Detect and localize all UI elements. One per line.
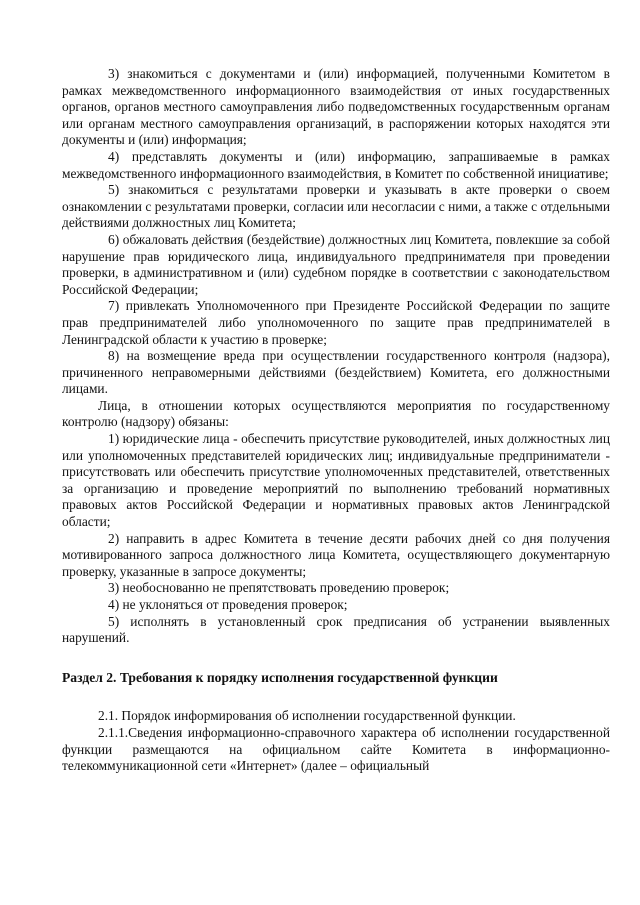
paragraph-item-6: 6) обжаловать действия (бездействие) должностных лиц Комитета, повлекшие за собой нарушение прав юридического лица, индивидуального предпринимателя при проведении проверки, в административном и (или) судебном порядке в соответствии с законодательством Российской Федерации;: [62, 231, 610, 297]
paragraph-duty-4: 4) не уклоняться от проведения проверок;: [108, 597, 348, 612]
rights-and-duties-list: [62, 66, 610, 647]
paragraph-clause-2-1-1: 2.1.1.Сведения информационно-справочного характера об исполнении государственной функции размещаются на официальном сайте Комитета в информационно-телекоммуникационной сети «Интернет» (далее – официальный: [62, 724, 610, 774]
paragraph-item-7: 7) привлекать Уполномоченного при Президенте Российской Федерации по защите прав предпринимателей либо уполномоченного по защите прав предпринимателей в Ленинградской области к участию в проверке;: [62, 298, 610, 347]
paragraph-item-3: 3) знакомиться с документами и (или) информацией, полученными Комитетом в рамках межведомственного информационного взаимодействия от иных государственных органов, органов местного самоуправления либо подведомственных государственным органам или органам местного самоуправления организаций, в распоряжении которых находятся эти документы и (или) информация;: [62, 66, 610, 148]
paragraph-item-5: 5) знакомиться с результатами проверки и указывать в акте проверки о своем ознакомлении с результатами проверки, согласии или несогласии с ними, а также с отдельными действиями должностных лиц Комитета;: [62, 182, 610, 231]
paragraph-duty-1: 1) юридические лица - обеспечить присутствие руководителей, иных должностных лиц или уполномоченных представителей юридических лиц; индивидуальные предприниматели - присутствовать или обеспечить присутствие уполномоченных представителей, ответственных за организацию и проведение мероприятий по выполнению требований нормативных правовых актов Российской Федерации и нормативных правовых актов Ленинградской области;: [62, 431, 610, 530]
paragraph-item-8: 8) на возмещение вреда при осуществлении государственного контроля (надзора), причиненного неправомерными действиями (бездействием) Комитета, его должностными лицами.: [62, 348, 610, 397]
paragraph-duty-2: 2) направить в адрес Комитета в течение десяти рабочих дней со дня получения мотивированного запроса должностного лица Комитета, осуществляющего документарную проверку, указанные в запросе документы;: [62, 530, 610, 579]
paragraph-duty-3: 3) необоснованно не препятствовать проведению проверок;: [108, 580, 450, 596]
section-2-body: [62, 708, 610, 774]
section-heading: Раздел 2. Требования к порядку исполнения государственной функции: [62, 669, 498, 685]
paragraph-obligations-intro: Лица, в отношении которых осуществляются мероприятия по государственному контролю (надзору) обязаны:: [62, 397, 610, 430]
paragraph-duty-5: 5) исполнять в установленный срок предписания об устранении выявленных нарушений.: [62, 613, 610, 646]
paragraph-clause-2-1: 2.1. Порядок информирования об исполнении государственной функции.: [98, 708, 516, 724]
paragraph-item-4: 4) представлять документы и (или) информацию, запрашиваемые в рамках межведомственного информационного взаимодействия, в Комитет по собственной инициативе;: [62, 148, 610, 181]
